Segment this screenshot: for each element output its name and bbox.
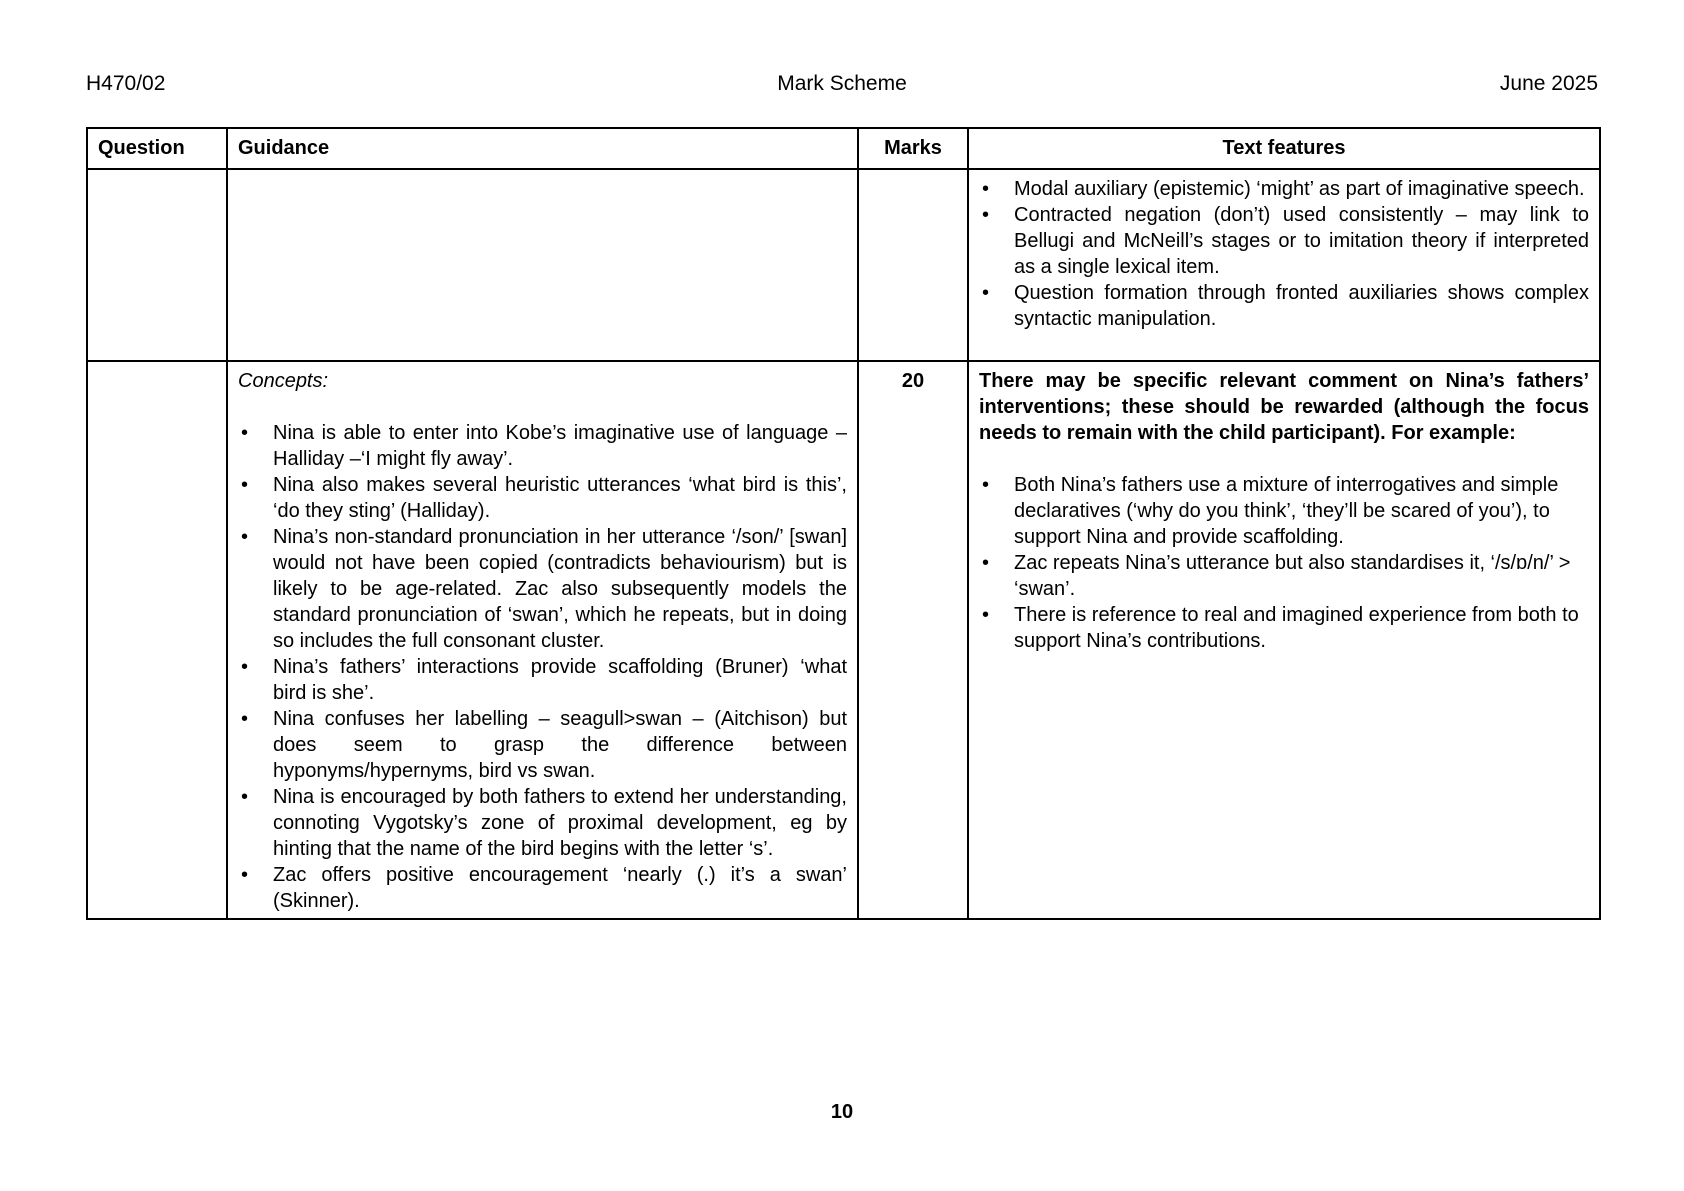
text-features-list <box>979 176 1589 332</box>
list-item: • Nina confuses her labelling – seagull>swan – (Aitchison) but does seem to grasp the difference between hyponyms/hypernyms, bird vs swan. <box>238 706 847 784</box>
text-features-cell <box>968 169 1600 361</box>
list-item: • Nina’s non-standard pronunciation in her utterance ‘/son/’ [swan] would not have been copied (contradicts behaviourism) but is likely to be age-related. Zac also subsequently models the standard pronunciation of ‘swan’, which he repeats, but in doing so includes the full consonant cluster. <box>238 524 847 654</box>
question-cell <box>87 361 227 919</box>
guidance-cell <box>227 361 858 919</box>
list-item: • Question formation through fronted auxiliaries shows complex syntactic manipulation. <box>979 280 1589 332</box>
marks-cell <box>858 169 968 361</box>
mark-scheme-table <box>86 127 1601 920</box>
list-item: • Both Nina’s fathers use a mixture of interrogatives and simple declaratives (‘why do you think’, ‘they’ll be scared of you’), to support Nina and provide scaffolding. <box>979 472 1589 550</box>
list-item: • There is reference to real and imagined experience from both to support Nina’s contributions. <box>979 602 1589 654</box>
spacer <box>979 446 1589 472</box>
list-item: • Nina’s fathers’ interactions provide scaffolding (Bruner) ‘what bird is she’. <box>238 654 847 706</box>
list-item: • Nina is able to enter into Kobe’s imaginative use of language – Halliday –‘I might fly away’. <box>238 420 847 472</box>
list-item: • Zac offers positive encouragement ‘nearly (.) it’s a swan’ (Skinner). <box>238 862 847 914</box>
page-number: 10 <box>830 1101 854 1123</box>
concepts-heading: Concepts: <box>238 370 329 392</box>
table-row <box>87 361 1600 919</box>
table-row <box>87 169 1600 361</box>
paper-code: H470/02 <box>86 72 166 95</box>
guidance-list <box>238 420 847 914</box>
guidance-cell <box>227 169 858 361</box>
list-item: • Modal auxiliary (epistemic) ‘might’ as part of imaginative speech. <box>979 176 1589 202</box>
column-header-guidance: Guidance <box>227 128 858 169</box>
text-features-cell <box>968 361 1600 919</box>
table-header-row <box>87 128 1600 169</box>
question-cell <box>87 169 227 361</box>
spacer <box>238 394 847 420</box>
exam-date: June 2025 <box>1499 72 1598 95</box>
list-item: • Zac repeats Nina’s utterance but also standardises it, ‘/s/ɒ/n/’ > ‘swan’. <box>979 550 1589 602</box>
document-title: Mark Scheme <box>777 72 907 95</box>
text-features-intro: There may be specific relevant comment on Nina’s fathers’ interventions; these should be rewarded (although the focus needs to remain with the child participant). For example: <box>979 370 1589 444</box>
list-item: • Contracted negation (don’t) used consistently – may link to Bellugi and McNeill’s stages or to imitation theory if interpreted as a single lexical item. <box>979 202 1589 280</box>
column-header-question: Question <box>87 128 227 169</box>
text-features-list <box>979 472 1589 654</box>
marks-cell: 20 <box>858 361 968 919</box>
column-header-marks: Marks <box>858 128 968 169</box>
column-header-text-features: Text features <box>968 128 1600 169</box>
list-item: • Nina is encouraged by both fathers to extend her understanding, connoting Vygotsky’s zone of proximal development, eg by hinting that the name of the bird begins with the letter ‘s’. <box>238 784 847 862</box>
list-item: • Nina also makes several heuristic utterances ‘what bird is this’, ‘do they sting’ (Halliday). <box>238 472 847 524</box>
